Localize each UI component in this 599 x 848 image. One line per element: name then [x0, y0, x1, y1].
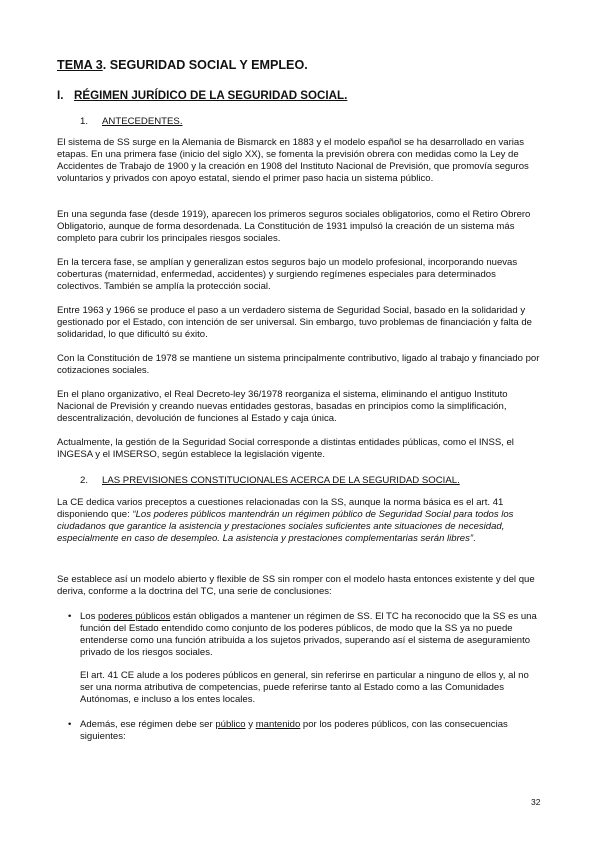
text-run: y [245, 719, 256, 730]
list-item-text [80, 719, 542, 743]
text-run: por los poderes públicos, con las consecuencias siguientes: [80, 719, 508, 743]
paragraph: Se establece así un modelo abierto y flexible de SS sin romper con el modelo hasta entonces existente y del que deriva, conforme a la doctrina del TC, una serie de conclusiones: [57, 574, 535, 598]
paragraph-lead: La CE dedica varios preceptos a cuestiones relacionadas con la SS, aunque la norma básica es el art. 41 disponiendo que: [57, 497, 504, 521]
section-title: RÉGIMEN JURÍDICO DE LA SEGURIDAD SOCIAL. [74, 89, 348, 102]
section-number: I. [57, 89, 64, 102]
subsection-number: 2. [80, 475, 89, 486]
underlined-term: poderes públicos [98, 611, 171, 622]
paragraph: En el plano organizativo, el Real Decreto-ley 36/1978 reorganiza el sistema, eliminando el antiguo Instituto Nacional de Previsión y creando nuevas entidades gestoras, basadas en principios como la simplificación, descentralización, devolución de funciones al Estado y caja única. [57, 389, 508, 425]
bullet-icon: • [68, 719, 72, 730]
paragraph: El sistema de SS surge en la Alemania de Bismarck en 1883 y el modelo español se ha desarrollado en varias etapas. En una primera fase (inicio del siglo XX), se fomenta la previsión obrera con medidas como la Ley de Accidentes de Trabajo de 1900 y la creación en 1908 del Instituto Nacional de Previsión, que promovía seguros voluntarios y privados con apoyo estatal, siendo el primer paso hacia un sistema público. [57, 137, 529, 185]
text-run: están obligados a mantener un régimen de SS. El TC ha reconocido que la SS es una función del Estado entendido como conjunto de los poderes públicos, de modo que la SS ya no puede entenderse como una función atribuida a los sujetos privados, superando así el sistema de aseguramiento privado de los riesgos sociales. [80, 611, 537, 659]
paragraph-constitution [57, 497, 542, 545]
underlined-term: mantenido [255, 719, 301, 730]
page-number: 32 [531, 797, 541, 807]
list-item-text [80, 611, 542, 659]
title-prefix: TEMA 3 [57, 58, 103, 72]
list-item [68, 719, 542, 743]
paragraph-tail: . [473, 533, 476, 545]
subsection-title: ANTECEDENTES. [102, 116, 183, 127]
text-run: Los [80, 611, 99, 622]
section-heading [57, 89, 347, 102]
paragraph: En la tercera fase, se amplían y generalizan estos seguros bajo un modelo profesional, incorporando nuevas coberturas (maternidad, enfermedad, accidentes) y surgiendo regímenes especiales para determinados colectivos. También se amplía la protección social. [57, 257, 518, 293]
subsection-number: 1. [80, 116, 89, 127]
bullet-icon: • [68, 611, 72, 622]
underlined-term: público [215, 719, 246, 730]
title-rest: . SEGURIDAD SOCIAL Y EMPLEO. [102, 58, 308, 72]
subsection-heading-1 [80, 116, 183, 127]
paragraph: Con la Constitución de 1978 se mantiene un sistema principalmente contributivo, ligado al trabajo y financiado por cotizaciones sociales. [57, 353, 540, 377]
text-run: Además, ese régimen debe ser [80, 719, 216, 730]
paragraph: En una segunda fase (desde 1919), aparecen los primeros seguros sociales obligatorios, como el Retiro Obrero Obligatorio, aunque de forma desordenada. La Constitución de 1931 impulsó la creación de un sistema más completo para cubrir los principales riesgos sociales. [57, 209, 531, 245]
list-item [68, 611, 542, 659]
article-quote: “Los poderes públicos mantendrán un régimen público de Seguridad Social para todos los ciudadanos que garantice la asistencia y prestaciones sociales suficientes ante situaciones de necesidad, especialmente en caso de desempleo. La asistencia y prestaciones complementarias serán libres” [57, 509, 514, 545]
page-title [57, 58, 308, 72]
paragraph: Actualmente, la gestión de la Seguridad Social corresponde a distintas entidades públicas, como el INSS, el INGESA y el IMSERSO, según establece la legislación vigente. [57, 437, 514, 461]
indented-paragraph: El art. 41 CE alude a los poderes públicos en general, sin referirse en particular a ninguno de ellos y, al no ser una norma atributiva de competencias, puede referirse tanto al Estado como a las Comunidades Autónomas, e incluso a los entes locales. [80, 670, 529, 706]
subsection-heading-2 [80, 475, 460, 486]
subsection-title: LAS PREVISIONES CONSTITUCIONALES ACERCA DE LA SEGURIDAD SOCIAL. [102, 475, 460, 486]
paragraph: Entre 1963 y 1966 se produce el paso a un verdadero sistema de Seguridad Social, basado en la solidaridad y gestionado por el Estado, con intención de ser universal. Sin embargo, tuvo problemas de financiación y falta de solidaridad, lo que dificultó su éxito. [57, 305, 532, 341]
